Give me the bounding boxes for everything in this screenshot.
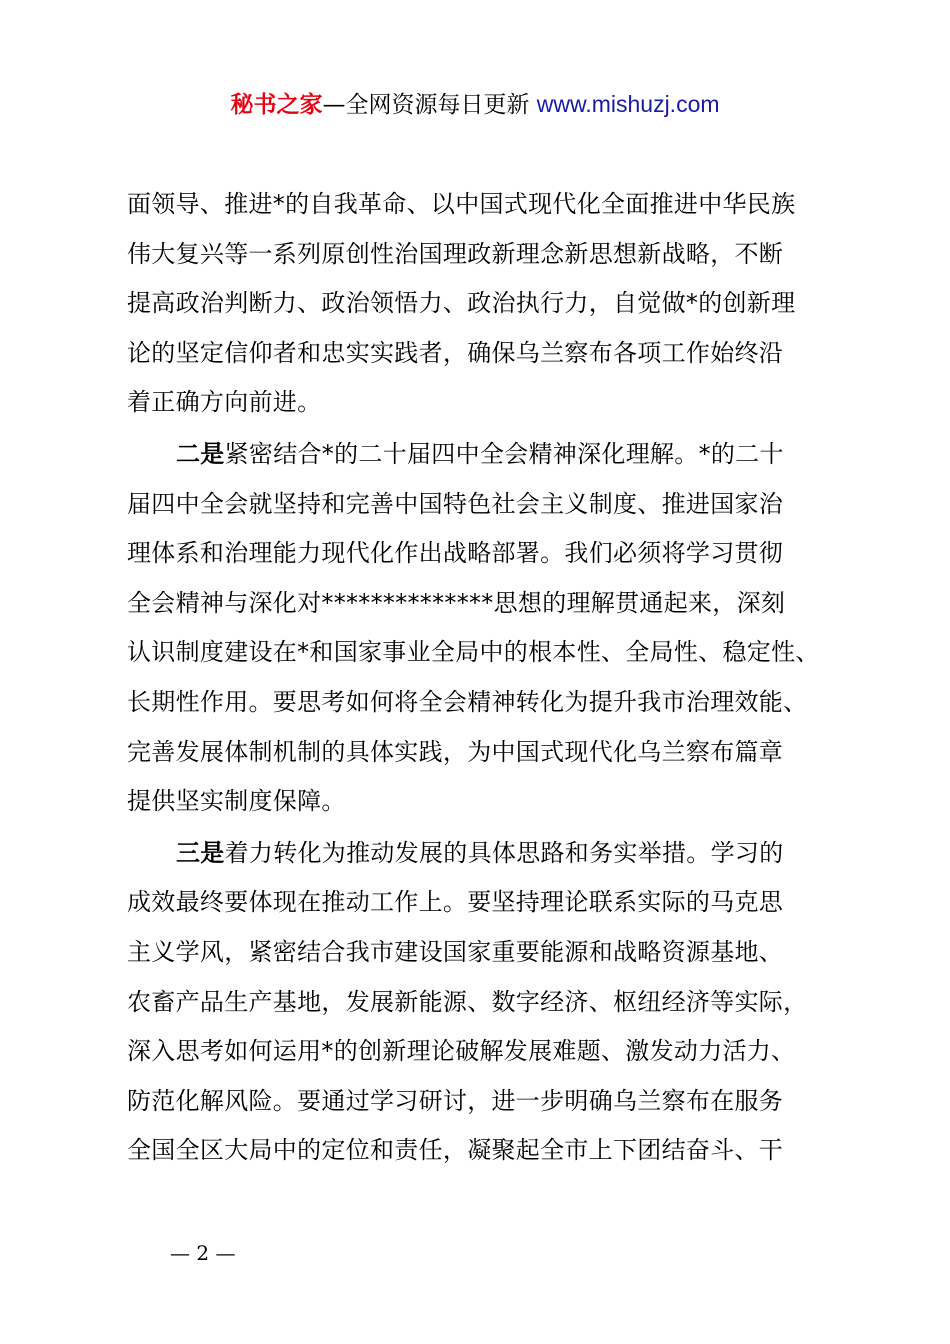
text-line: 面领导、推进*的自我革命、以中国式现代化全面推进中华民族: [127, 190, 796, 218]
text-line: 理体系和治理能力现代化作出战略部署。我们必须将学习贯彻: [127, 539, 784, 568]
text-line: 论的坚定信仰者和忠实实践者，确保乌兰察布各项工作始终沿: [127, 338, 784, 367]
header-tagline: —全网资源每日更新: [322, 92, 530, 118]
text-line: 主义学风，紧密结合我市建设国家重要能源和战略资源基地、: [127, 937, 784, 966]
document-body: [127, 180, 862, 1176]
text-line: 提高政治判断力、政治领悟力、政治执行力，自觉做*的创新理: [127, 289, 796, 318]
paragraph-1: [127, 180, 862, 428]
text-line: 提供坚实制度保障。: [127, 787, 346, 816]
text-line: 农畜产品生产基地，发展新能源、数字经济、枢纽经济等实际，: [127, 987, 808, 1016]
paragraph-first-line: 着力转化为推动发展的具体思路和务实举措。学习的: [224, 838, 784, 867]
brand-name: 秘书之家: [230, 92, 323, 118]
text-line: 完善发展体制机制的具体实践，为中国式现代化乌兰察布篇章: [127, 737, 784, 766]
paragraph-first-line: 紧密结合*的二十届四中全会精神深化理解。*的二十: [224, 439, 784, 468]
site-url-link[interactable]: www.mishuzj.com: [536, 91, 720, 117]
text-line: 伟大复兴等一系列原创性治国理政新理念新思想新战略，不断: [127, 239, 784, 268]
text-line: 认识制度建设在*和国家事业全局中的根本性、全局性、稳定性、: [127, 638, 820, 667]
paragraph-lead: 三是: [176, 838, 225, 867]
text-line: 着正确方向前进。: [127, 388, 322, 417]
text-line: 全国全区大局中的定位和责任，凝聚起全市上下团结奋斗、干: [127, 1136, 784, 1165]
text-line: [127, 829, 862, 879]
paragraph-lead: 二是: [176, 439, 225, 468]
text-line: 深入思考如何运用*的创新理论破解发展难题、激发动力活力、: [127, 1037, 796, 1066]
text-line: 成效最终要体现在推动工作上。要坚持理论联系实际的马克思: [127, 888, 784, 917]
text-line: 长期性作用。要思考如何将全会精神转化为提升我市治理效能、: [127, 687, 808, 716]
paragraph-3: [127, 829, 862, 1176]
text-line: 防范化解风险。要通过学习研讨，进一步明确乌兰察布在服务: [127, 1086, 784, 1115]
paragraph-2: [127, 430, 862, 827]
site-header: [0, 88, 950, 121]
text-line: [127, 430, 862, 480]
text-line: 届四中全会就坚持和完善中国特色社会主义制度、推进国家治: [127, 489, 784, 518]
page-number: — 2 —: [170, 1241, 236, 1265]
text-line: 全会精神与深化对**************思想的理解贯通起来，深刻: [127, 588, 786, 617]
